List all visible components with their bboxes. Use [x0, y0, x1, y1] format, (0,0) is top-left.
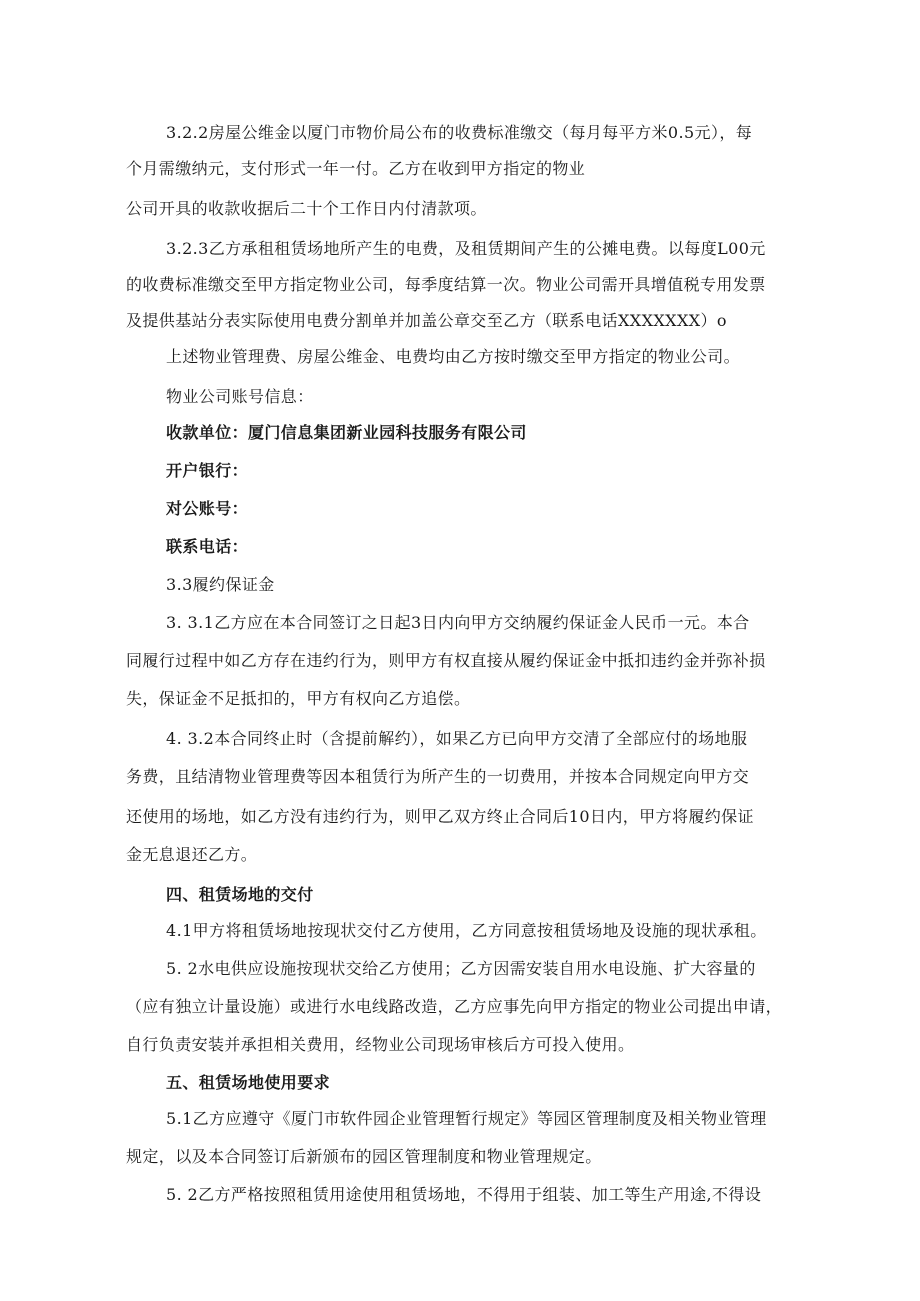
clause-3-2-3-line-3: 及提供基站分表实际使用电费分割单并加盖公章交至乙方（联系电话XXXXXXX）o: [126, 311, 727, 330]
clause-5-2-line-1: 5. 2乙方严格按照租赁用途使用租赁场地，不得用于组装、加工等生产用途,不得设: [166, 1185, 762, 1204]
section-3-3-heading: 3.3履约保证金: [166, 575, 275, 594]
clause-4-2-line-2: （应有独立计量设施）或进行水电线路改造，乙方应事先向甲方指定的物业公司提出申请，: [126, 997, 783, 1016]
clause-3-2-3-line-2: 的收费标准缴交至甲方指定物业公司，每季度结算一次。物业公司需开具增值税专用发票: [126, 275, 766, 294]
payee-field: 收款单位：厦门信息集团新业园科技服务有限公司: [166, 423, 527, 442]
clause-4-2-line-3: 自行负责安装并承担相关费用，经物业公司现场审核后方可投入使用。: [126, 1035, 635, 1054]
clause-3-2-2-line-3: 公司开具的收款收据后二十个工作日内付清款项。: [126, 199, 487, 218]
clause-5-1-line-1: 5.1乙方应遵守《厦门市软件园企业管理暂行规定》等园区管理制度及相关物业管理: [166, 1109, 767, 1128]
clause-3-3-2-line-4: 金无息退还乙方。: [126, 845, 258, 864]
section-5-heading: 五、租赁场地使用要求: [166, 1073, 331, 1092]
clause-3-2-2-line-1: 3.2.2房屋公维金以厦门市物价局公布的收费标准缴交（每月每平方米0.5元），每: [166, 123, 753, 142]
account-info-heading: 物业公司账号信息：: [166, 387, 314, 406]
clause-3-2-2-line-2: 个月需缴纳元，支付形式一年一付。乙方在收到甲方指定的物业: [126, 159, 586, 178]
account-number-field: 对公账号：: [166, 499, 249, 518]
clause-5-1-line-2: 规定，以及本合同签订后新颁布的园区管理制度和物业管理规定。: [126, 1147, 602, 1166]
clause-3-3-2-line-1: 4. 3.2本合同终止时（含提前解约），如果乙方已向甲方交清了全部应付的场地服: [166, 729, 748, 748]
clause-4-2-line-1: 5. 2水电供应设施按现状交给乙方使用；乙方因需安装自用水电设施、扩大容量的: [166, 959, 756, 978]
clause-3-3-1-line-2: 同履行过程中如乙方存在违约行为，则甲方有权直接从履约保证金中抵扣违约金并弥补损: [126, 651, 766, 670]
clause-4-1: 4.1甲方将租赁场地按现状交付乙方使用，乙方同意按租赁场地及设施的现状承租。: [166, 921, 767, 940]
section-4-heading: 四、租赁场地的交付: [166, 885, 314, 904]
contact-phone-field: 联系电话：: [166, 537, 249, 556]
clause-3-3-2-line-2: 务费，且结清物业管理费等因本租赁行为所产生的一切费用，并按本合同规定向甲方交: [126, 767, 750, 786]
bank-field: 开户银行：: [166, 461, 249, 480]
payment-summary-paragraph: 上述物业管理费、房屋公维金、电费均由乙方按时缴交至甲方指定的物业公司。: [166, 347, 741, 366]
clause-3-2-3-line-1: 3.2.3乙方承租租赁场地所产生的电费，及租赁期间产生的公摊电费。以每度L00元: [166, 239, 766, 258]
clause-3-3-2-line-3: 还使用的场地，如乙方没有违约行为，则甲乙双方终止合同后10日内，甲方将履约保证: [126, 807, 754, 826]
clause-3-3-1-line-1: 3. 3.1乙方应在本合同签订之日起3日内向甲方交纳履约保证金人民币一元。本合: [166, 613, 750, 632]
clause-3-3-1-line-3: 失，保证金不足抵扣的，甲方有权向乙方追偿。: [126, 689, 471, 708]
